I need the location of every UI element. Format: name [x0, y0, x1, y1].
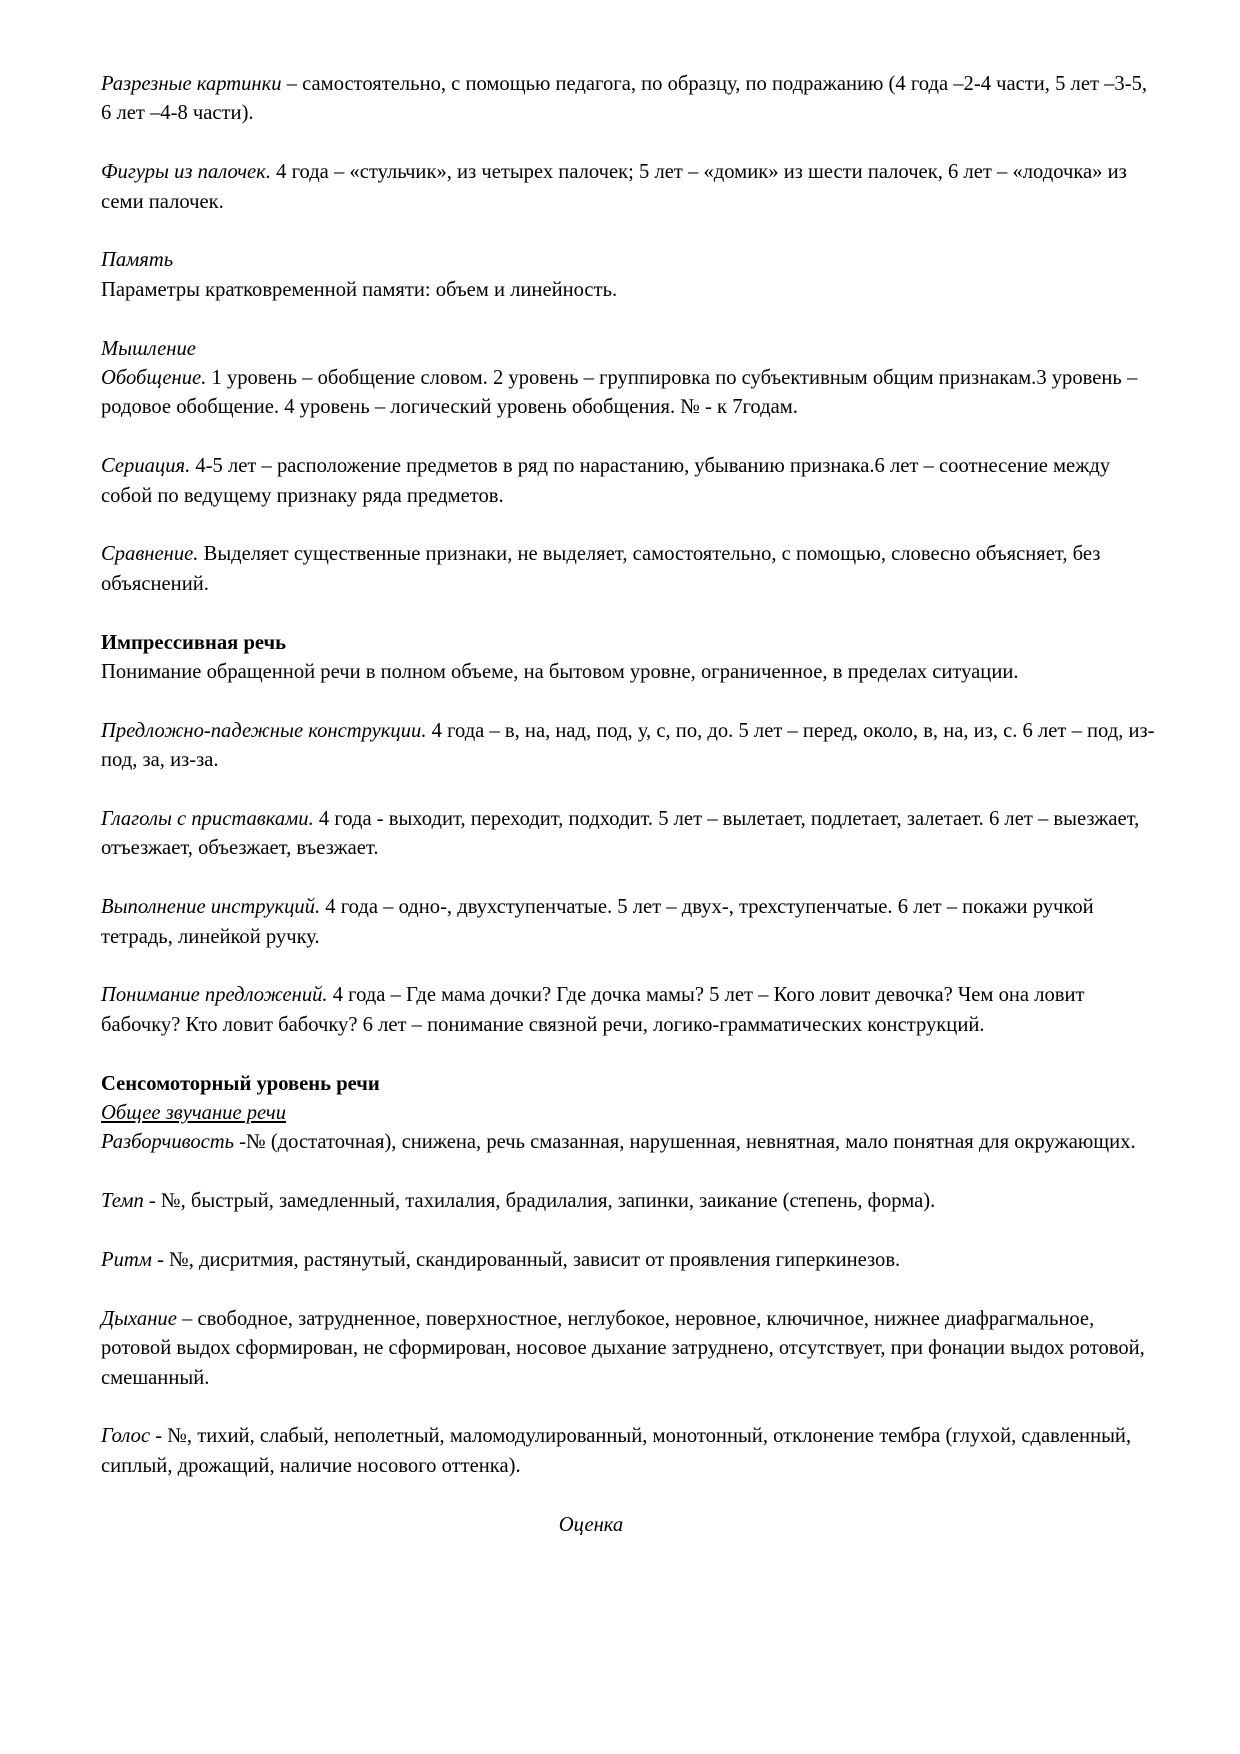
description: 4 года – в, на, над, под, у, с, по, до. 5 лет – перед, около, в, на, из, с. 6 лет – под, из-под, за, из-за. — [101, 719, 1155, 772]
description: 4 года - выходит, переходит, подходит. 5 лет – вылетает, подлетает, залетает. 6 лет – выезжает, отъезжает, объезжает, въезжает. — [101, 808, 1140, 860]
term: Разборчивость — [101, 1131, 235, 1154]
description: - №, тихий, слабый, неполетный, маломодулированный, монотонный, отклонение тембра (глухой, сдавленный, сиплый, дрожащий, наличие носового оттенка). — [101, 1425, 1132, 1477]
paragraph — [101, 158, 1161, 217]
description: – свободное, затрудненное, поверхностное, неглубокое, неровное, ключичное, нижнее диафрагмальное, ротовой выдох сформирован, не сформирован, носовое дыхание затруднено, отсутствует, при фонации выдох ротовой, смешанный. — [101, 1307, 1145, 1389]
term: Сериация. — [101, 455, 191, 478]
section-thinking — [101, 335, 1161, 423]
section-prepositions — [101, 717, 1161, 776]
paragraph — [101, 1187, 1161, 1216]
description: - №, быстрый, замедленный, тахилалия, брадилалия, запинки, заикание (степень, форма). — [143, 1190, 936, 1213]
document-page — [101, 70, 1161, 1561]
paragraph — [101, 70, 1161, 129]
description: -№ (достаточная), снижена, речь смазанная, нарушенная, невнятная, мало понятная для окружающих. — [234, 1131, 1136, 1154]
term: Сравнение. — [101, 543, 199, 566]
term: Обобщение. — [101, 367, 207, 390]
section-heading: Память — [101, 249, 174, 272]
section-sentences — [101, 981, 1161, 1040]
section-heading: Сенсомоторный уровень речи — [101, 1072, 380, 1095]
description: Понимание обращенной речи в полном объеме, на бытовом уровне, ограниченное, в пределах ситуации. — [101, 661, 1019, 684]
description: Выделяет существенные признаки, не выделяет, самостоятельно, с помощью, словесно объясняет, без объяснений. — [101, 543, 1101, 595]
term: Темп — [101, 1190, 144, 1213]
description: Параметры кратковременной памяти: объем и линейность. — [101, 278, 618, 301]
section-breathing — [101, 1305, 1161, 1393]
term: Предложно-падежные конструкции. — [101, 719, 427, 742]
section-prefixed-verbs — [101, 805, 1161, 864]
section-cut-pictures — [101, 70, 1161, 129]
section-memory — [101, 246, 1161, 305]
paragraph — [101, 1422, 1161, 1481]
term: Глаголы с приставками. — [101, 808, 314, 831]
term: Голос — [101, 1425, 151, 1448]
paragraph — [101, 364, 1161, 423]
section-heading: Мышление — [101, 337, 196, 360]
description: – самостоятельно, с помощью педагога, по образцу, по подражанию (4 года –2-4 части, 5 лет –3-5, 6 лет –4-8 части). — [101, 73, 1148, 125]
description: 4 года – одно-, двухступенчатые. 5 лет – двух-, трехступенчатые. 6 лет – покажи ручкой тетрадь, линейкой ручку. — [101, 896, 1094, 948]
subsection-heading: Общее звучание речи — [101, 1102, 287, 1125]
term: Фигуры из палочек. — [101, 161, 271, 184]
paragraph — [101, 981, 1161, 1040]
description: 4 года – «стульчик», из четырех палочек; 5 лет – «домик» из шести палочек, 6 лет – «лодочка» из семи палочек. — [101, 161, 1127, 213]
paragraph — [101, 1305, 1161, 1393]
section-voice — [101, 1422, 1161, 1481]
section-sensomotor — [101, 1070, 1161, 1158]
section-rhythm — [101, 1246, 1161, 1275]
section-stick-figures — [101, 158, 1161, 217]
paragraph — [101, 805, 1161, 864]
section-instructions — [101, 893, 1161, 952]
description: 4 года – Где мама дочки? Где дочка мамы? 5 лет – Кого ловит девочка? Чем она ловит бабочку? Кто ловит бабочку? 6 лет – понимание связной речи, логико-грамматических конструкций. — [101, 984, 1085, 1036]
term: Понимание предложений. — [101, 984, 328, 1007]
section-tempo — [101, 1187, 1161, 1216]
term: Разрезные картинки — [101, 73, 282, 95]
description: 4-5 лет – расположение предметов в ряд по нарастанию, убыванию признака.6 лет – соотнесение между собой по ведущему признаку ряда предметов. — [101, 455, 1111, 507]
assessment-label: Оценка — [558, 1513, 624, 1536]
section-impressive-speech — [101, 629, 1161, 688]
term: Ритм — [101, 1249, 152, 1272]
paragraph — [101, 1246, 1161, 1275]
section-comparison — [101, 540, 1161, 599]
term: Дыхание — [101, 1307, 177, 1330]
paragraph — [101, 540, 1161, 599]
section-seriation — [101, 452, 1161, 511]
description: - №, дисритмия, растянутый, скандированный, зависит от проявления гиперкинезов. — [151, 1249, 901, 1272]
paragraph — [101, 1128, 1161, 1157]
paragraph — [101, 452, 1161, 511]
section-heading: Импрессивная речь — [101, 631, 287, 654]
paragraph — [101, 893, 1161, 952]
paragraph — [101, 717, 1161, 776]
description: 1 уровень – обобщение словом. 2 уровень – группировка по субъективным общим признакам.3 уровень – родовое обобщение. 4 уровень – логический уровень обобщения. № - к 7годам. — [101, 367, 1138, 419]
term: Выполнение инструкций. — [101, 896, 321, 919]
